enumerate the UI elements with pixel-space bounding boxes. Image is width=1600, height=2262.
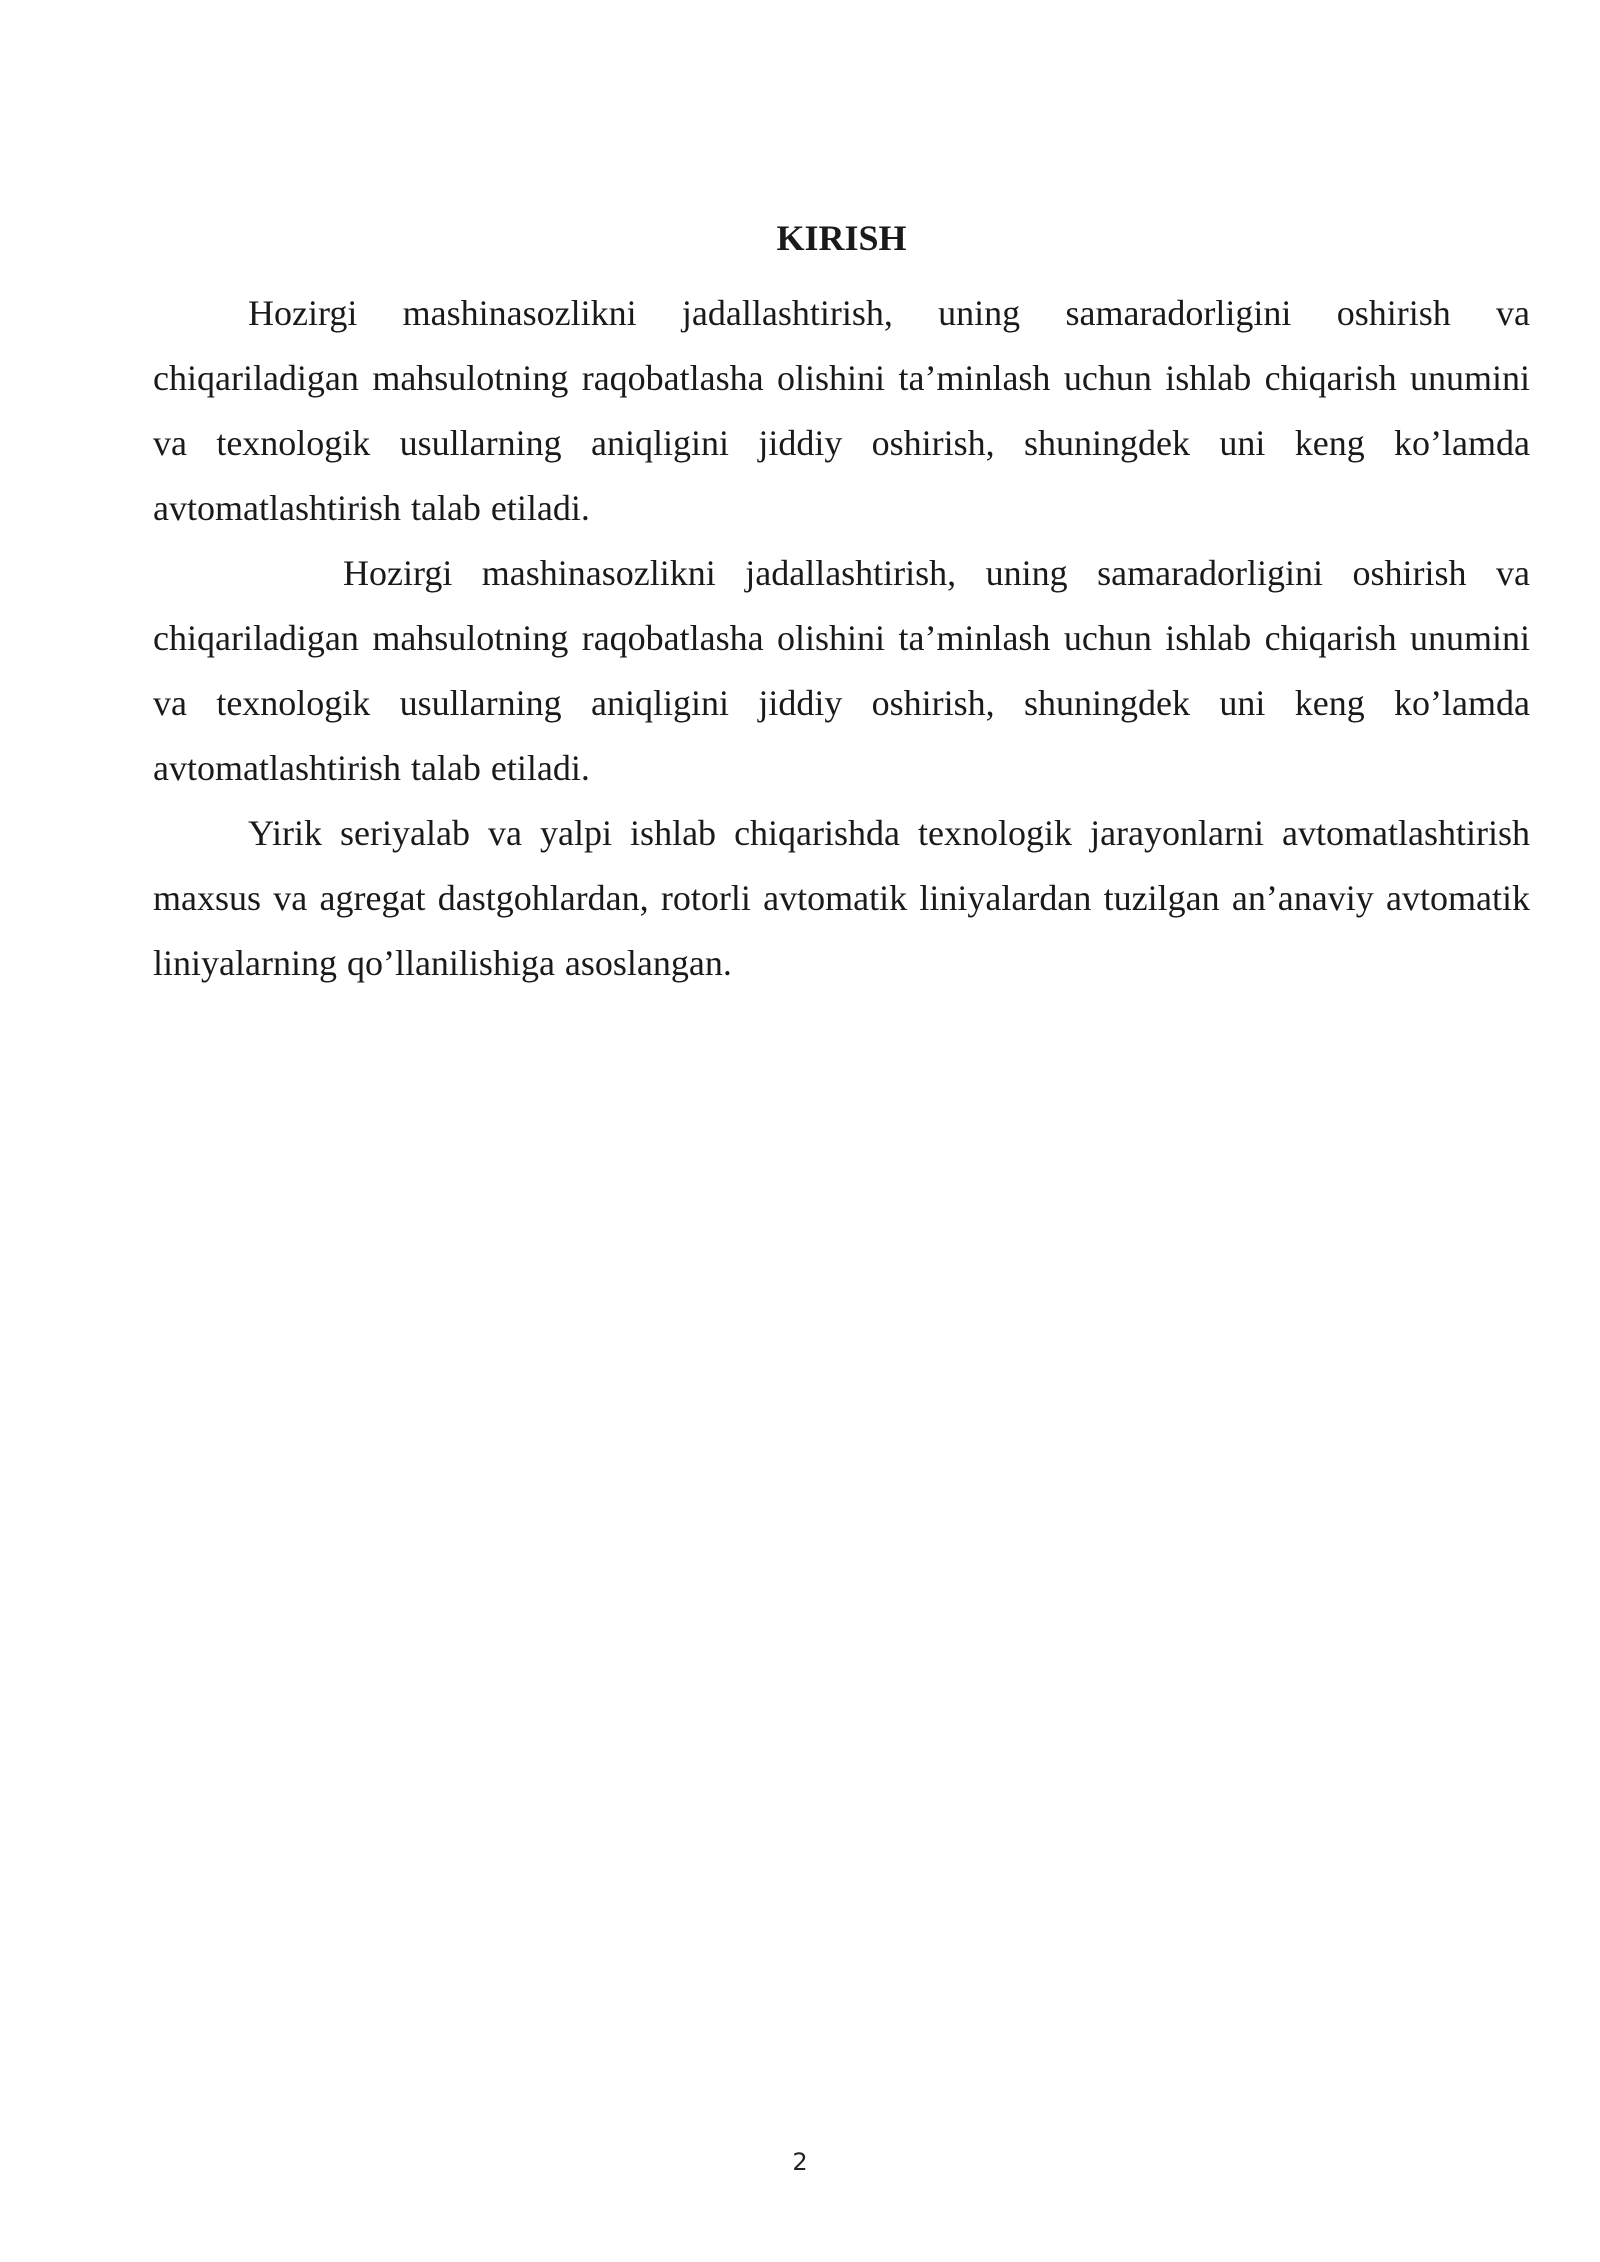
page-number: 2 xyxy=(792,2148,808,2176)
document-body xyxy=(153,281,1530,996)
paragraph-3: Yirik seriyalab va yalpi ishlab chiqarishda texnologik jarayonlarni avtomatlashtirish maxsus va agregat dastgohlardan, rotorli avtomatik liniyalardan tuzilgan an’anaviy avtomatik liniyalarning qo’llanilishiga asoslangan. xyxy=(153,813,1530,983)
paragraph-1: Hozirgi mashinasozlikni jadallashtirish, uning samaradorligini oshirish va chiqariladigan mahsulotning raqobatlasha olishini ta’minlash uchun ishlab chiqarish unumini va texnologik usullarning aniqligini jiddiy oshirish, shuningdek uni keng ko’lamda avtomatlashtirish talab etiladi. xyxy=(153,293,1530,528)
paragraph-2: Hozirgi mashinasozlikni jadallashtirish, uning samaradorligini oshirish va chiqariladigan mahsulotning raqobatlasha olishini ta’minlash uchun ishlab chiqarish unumini va texnologik usullarning aniqligini jiddiy oshirish, shuningdek uni keng ko’lamda avtomatlashtirish talab etiladi. xyxy=(153,553,1530,788)
page-title: KIRISH xyxy=(776,218,907,258)
